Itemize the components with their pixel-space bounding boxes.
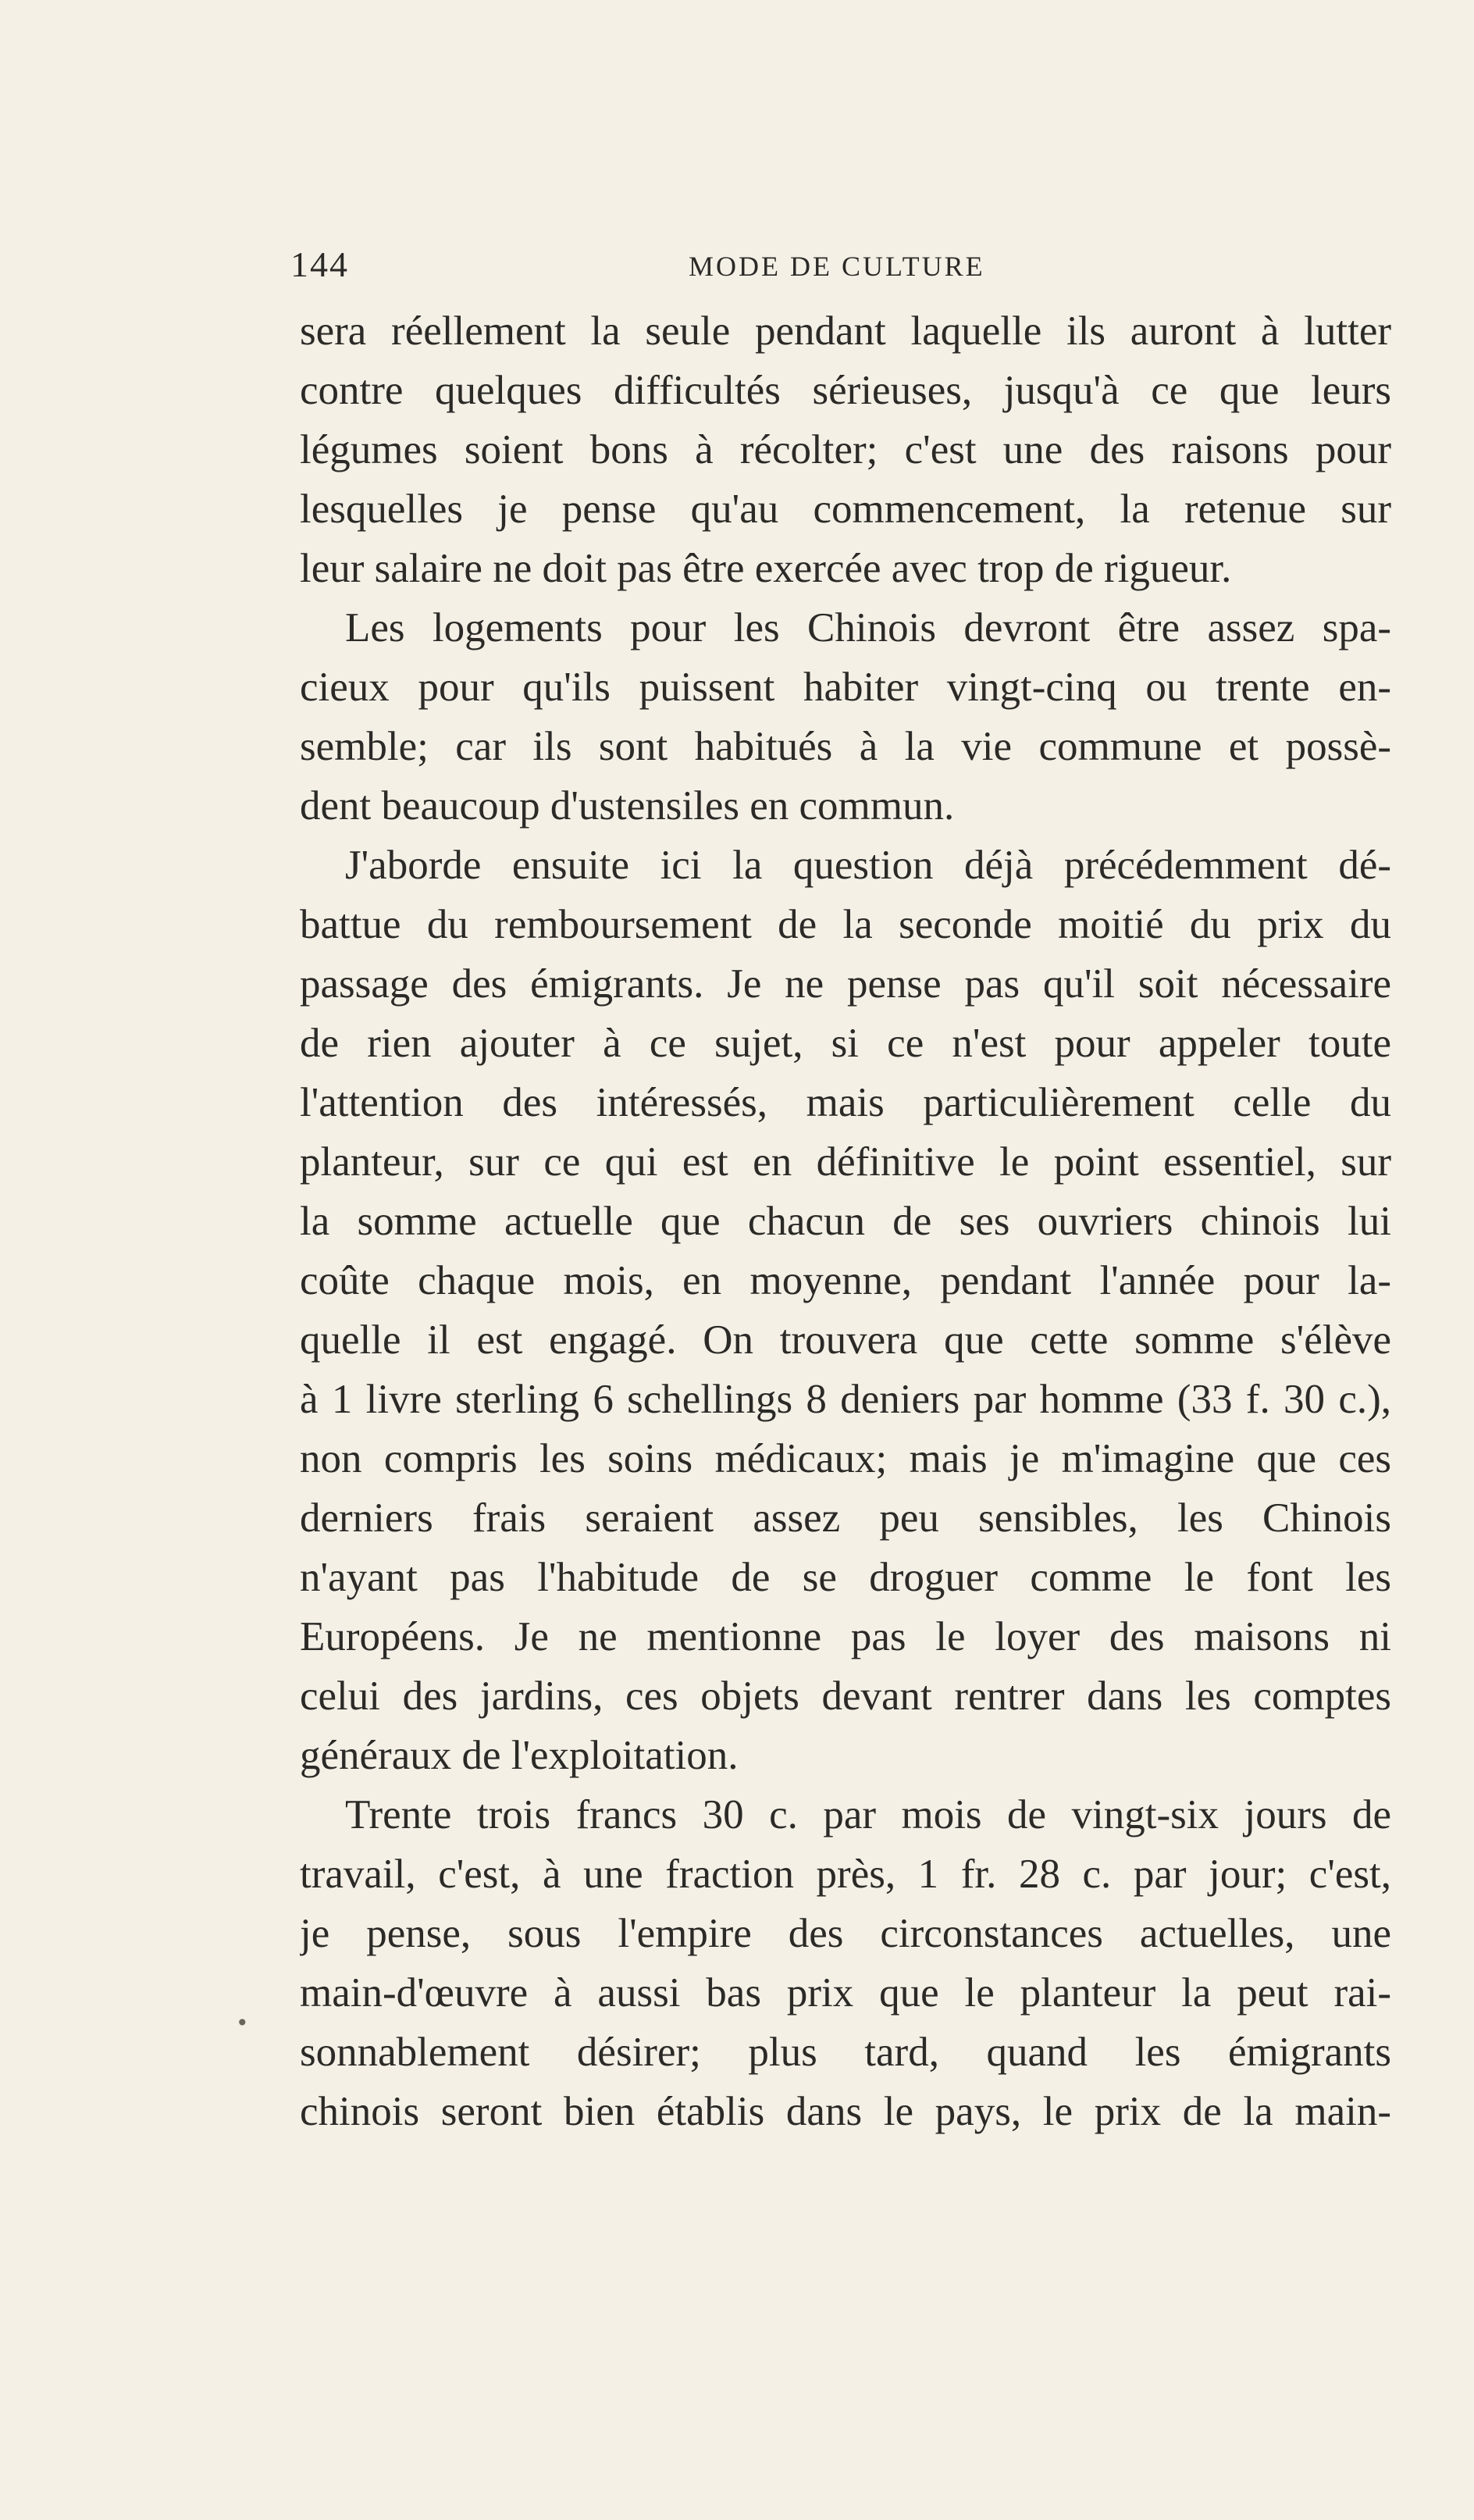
running-head (290, 244, 1391, 290)
body-text (300, 301, 1391, 2141)
text-line: contre quelques difficultés sérieuses, jusqu'à ce que leurs (300, 368, 1391, 413)
text-line: celui des jardins, ces objets devant rentrer dans les comptes (300, 1673, 1391, 1719)
margin-mark: • (236, 2010, 249, 2036)
text-line: lesquelles je pense qu'au commencement, la retenue sur (300, 487, 1391, 532)
text-line: non compris les soins médicaux; mais je m'imagine que ces (300, 1436, 1391, 1481)
text-line: légumes soient bons à récolter; c'est une des raisons pour (300, 427, 1391, 472)
text-line: dent beaucoup d'ustensiles en commun. (300, 783, 955, 829)
text-line: derniers frais seraient assez peu sensibles, les Chinois (300, 1495, 1391, 1541)
text-line: travail, c'est, à une fraction près, 1 fr. 28 c. par jour; c'est, (300, 1852, 1391, 1897)
text-line: sonnablement désirer; plus tard, quand les émigrants (300, 2030, 1391, 2075)
text-line: l'attention des intéressés, mais particulièrement celle du (300, 1080, 1391, 1125)
text-line: semble; car ils sont habitués à la vie commune et possè- (300, 724, 1391, 769)
text-line: la somme actuelle que chacun de ses ouvriers chinois lui (300, 1199, 1391, 1244)
text-line: planteur, sur ce qui est en définitive le point essentiel, sur (300, 1139, 1391, 1185)
text-line: passage des émigrants. Je ne pense pas qu'il soit nécessaire (300, 961, 1391, 1007)
text-line: chinois seront bien établis dans le pays, le prix de la main- (300, 2089, 1391, 2134)
text-line: J'aborde ensuite ici la question déjà précédemment dé- (345, 843, 1391, 888)
text-line: battue du remboursement de la seconde moitié du prix du (300, 902, 1391, 947)
text-line: sera réellement la seule pendant laquelle ils auront à lutter (300, 308, 1391, 354)
text-line: généraux de l'exploitation. (300, 1733, 739, 1778)
text-line: quelle il est engagé. On trouvera que cette somme s'élève (300, 1317, 1391, 1363)
text-line: Les logements pour les Chinois devront être assez spa- (345, 605, 1391, 650)
text-line: leur salaire ne doit pas être exercée avec trop de rigueur. (300, 546, 1232, 591)
text-line: cieux pour qu'ils puissent habiter vingt-cinq ou trente en- (300, 665, 1391, 710)
text-line: Européens. Je ne mentionne pas le loyer des maisons ni (300, 1614, 1391, 1659)
text-line: de rien ajouter à ce sujet, si ce n'est pour appeler toute (300, 1021, 1391, 1066)
text-line: n'ayant pas l'habitude de se droguer comme le font les (300, 1555, 1391, 1600)
text-line: coûte chaque mois, en moyenne, pendant l'année pour la- (300, 1258, 1391, 1303)
page-number: 144 (290, 244, 349, 284)
running-title: MODE DE CULTURE (689, 251, 985, 282)
text-line: à 1 livre sterling 6 schellings 8 deniers par homme (33 f. 30 c.), (300, 1377, 1391, 1422)
text-line: main-d'œuvre à aussi bas prix que le planteur la peut rai- (300, 1970, 1391, 2016)
text-line: je pense, sous l'empire des circonstances actuelles, une (300, 1911, 1391, 1956)
text-line: Trente trois francs 30 c. par mois de vingt-six jours de (345, 1792, 1391, 1837)
